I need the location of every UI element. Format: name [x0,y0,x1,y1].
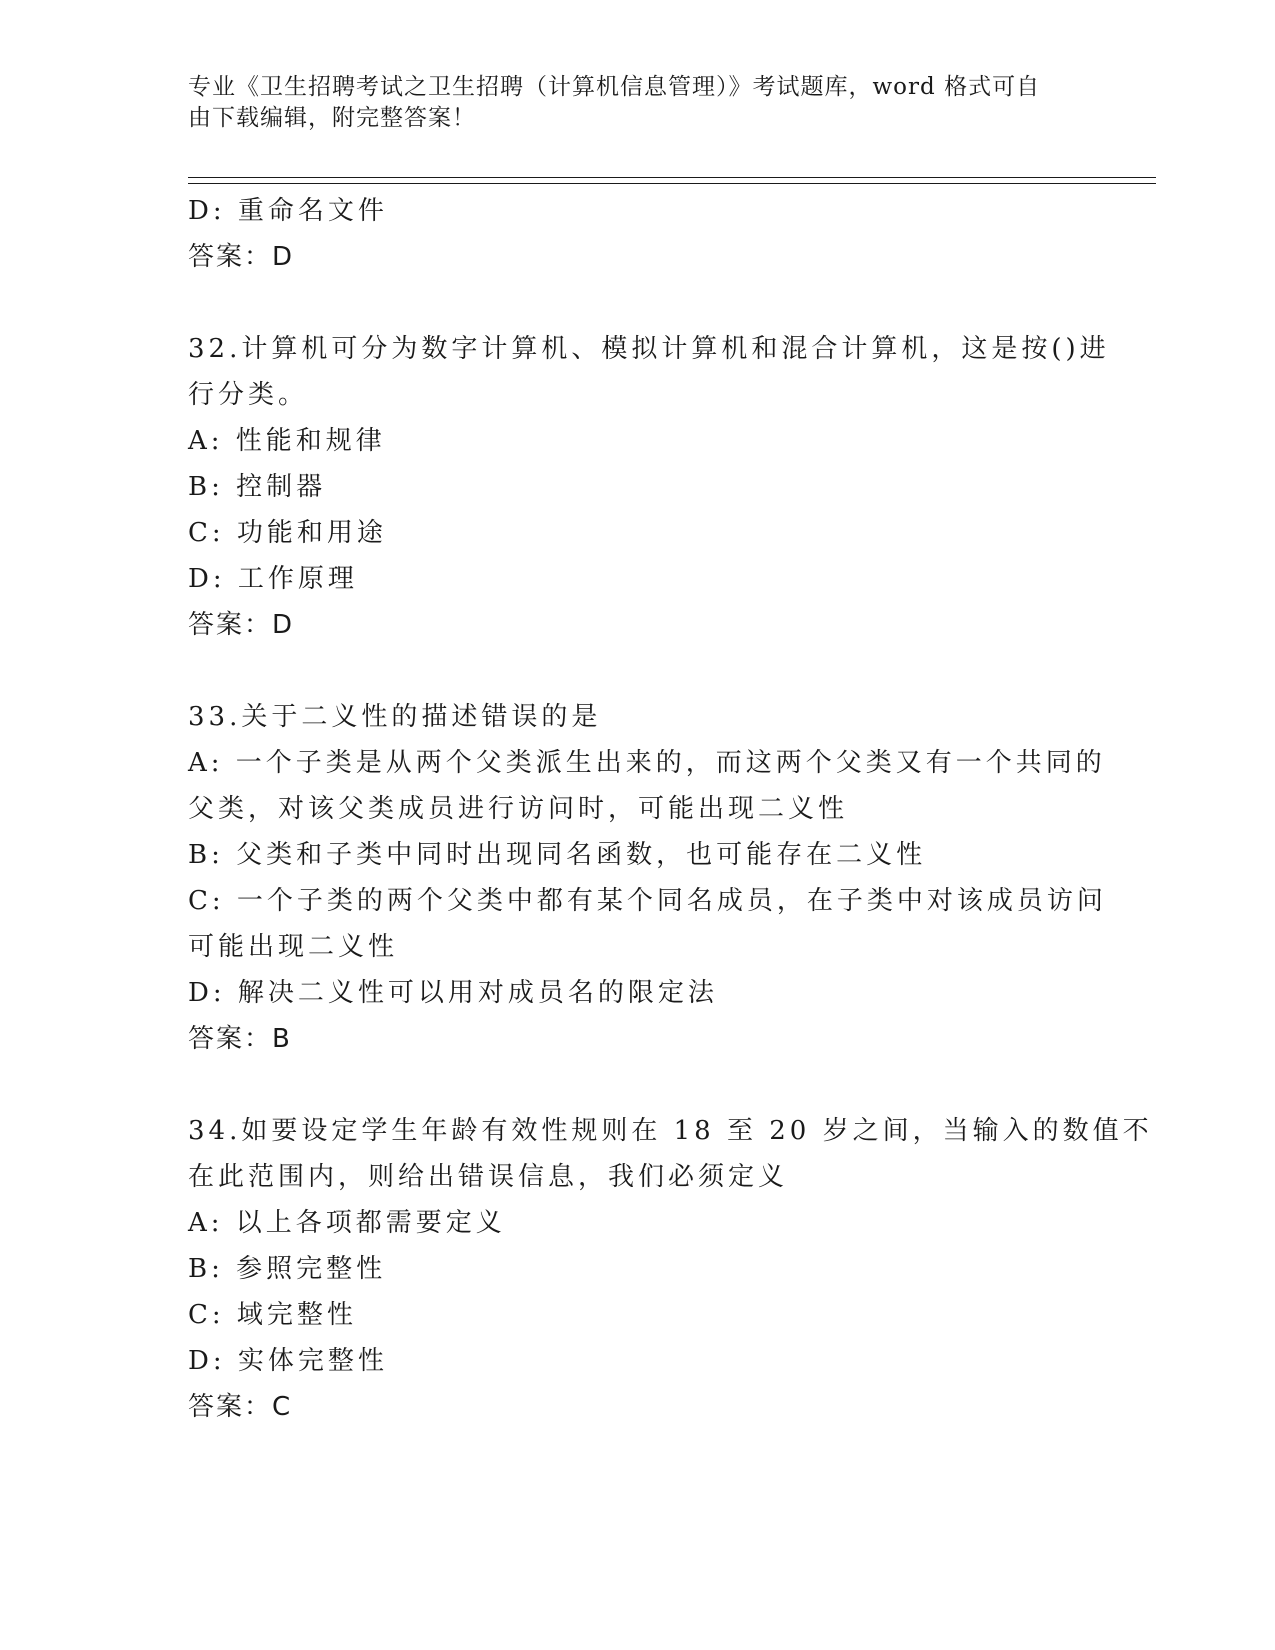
option-d: D: 工作原理 [188,564,358,594]
answer: 答案：C [188,1392,293,1422]
question-33 [188,694,1107,1062]
option-a-line-1: A: 一个子类是从两个父类派生出来的，而这两个父类又有一个共同的 [188,748,1106,778]
option-a-line-2: 父类，对该父类成员进行访问时，可能出现二义性 [188,794,849,824]
option-a: A: 性能和规律 [188,426,386,456]
spacer [188,648,1088,694]
question-32 [188,326,1110,648]
question-text-line-1: 34.如要设定学生年龄有效性规则在 18 至 20 岁之间，当输入的数值不 [188,1116,1153,1146]
question-text-line-1: 32.计算机可分为数字计算机、模拟计算机和混合计算机，这是按()进 [188,334,1110,364]
option-b: B: 参照完整性 [188,1254,387,1284]
option-b: B: 父类和子类中同时出现同名函数，也可能存在二义性 [188,840,927,870]
option-d: D: 解决二义性可以用对成员名的限定法 [188,978,718,1008]
prev-option-d: D: 重命名文件 [188,196,388,226]
header-line-1: 专业《卫生招聘考试之卫生招聘（计算机信息管理）》考试题库，word 格式可自 [188,74,1041,100]
answer: 答案：B [188,1024,292,1054]
answer: 答案：D [188,610,295,640]
option-c: C: 域完整性 [188,1300,357,1330]
question-content [188,188,1153,1430]
question-text-line-2: 在此范围内，则给出错误信息，我们必须定义 [188,1162,789,1192]
option-d: D: 实体完整性 [188,1346,388,1376]
option-c-line-1: C: 一个子类的两个父类中都有某个同名成员，在子类中对该成员访问 [188,886,1107,916]
document-header [188,72,1068,134]
question-34 [188,1108,1153,1430]
option-a: A: 以上各项都需要定义 [188,1208,506,1238]
question-text-line-2: 行分类。 [188,380,309,410]
prev-answer: 答案：D [188,242,295,272]
question-text-line-1: 33.关于二义性的描述错误的是 [188,702,602,732]
spacer [188,280,1088,326]
option-c-line-2: 可能出现二义性 [188,932,399,962]
spacer [188,1062,1088,1108]
option-b: B: 控制器 [188,472,327,502]
header-rule-bottom [188,183,1156,184]
header-rule-top [188,177,1156,178]
header-line-2: 由下载编辑，附完整答案！ [188,105,476,131]
option-c: C: 功能和用途 [188,518,387,548]
